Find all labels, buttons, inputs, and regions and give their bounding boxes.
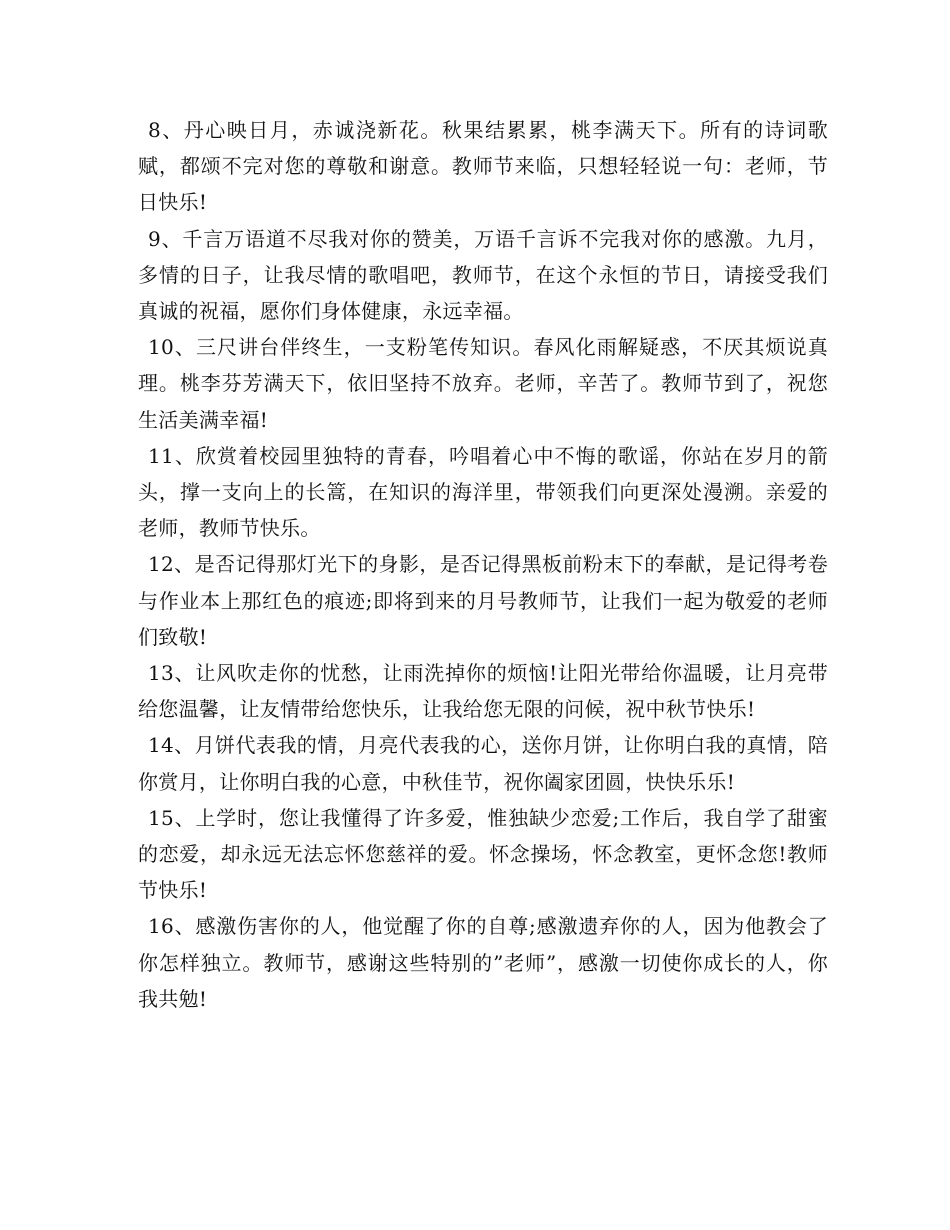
paragraph-10: 10、三尺讲台伴终生，一支粉笔传知识。春风化雨解疑惑，不厌其烦说真理。桃李芬芳满天下，依旧坚持不放弃。老师，辛苦了。教师节到了，祝您生活美满幸福! — [138, 335, 828, 432]
paragraph-12: 12、是否记得那灯光下的身影，是否记得黑板前粉末下的奉献，是记得考卷与作业本上那红色的痕迹;即将到来的月号教师节，让我们一起为敬爱的老师们致敬! — [138, 552, 828, 649]
paragraph-11: 11、欣赏着校园里独特的青春，吟唱着心中不悔的歌谣，你站在岁月的箭头，撑一支向上的长篙，在知识的海洋里，带领我们向更深处漫溯。亲爱的老师，教师节快乐。 — [138, 443, 828, 541]
document-body — [138, 112, 828, 1017]
paragraph-8: 8、丹心映日月，赤诚浇新花。秋果结累累，桃李满天下。所有的诗词歌赋，都颂不完对您的尊敬和谢意。教师节来临，只想轻轻说一句：老师，节日快乐! — [138, 118, 828, 215]
paragraph-16: 16、感激伤害你的人，他觉醒了你的自尊;感激遗弃你的人，因为他教会了你怎样独立。教师节，感谢这些特别的”老师”，感激一切使你成长的人，你我共勉! — [138, 914, 828, 1011]
paragraph-15: 15、上学时，您让我懂得了许多爱，惟独缺少恋爱;工作后，我自学了甜蜜的恋爱，却永远无法忘怀您慈祥的爱。怀念操场，怀念教室，更怀念您!教师节快乐! — [138, 805, 828, 903]
paragraph-9: 9、千言万语道不尽我对你的赞美，万语千言诉不完我对你的感激。九月，多情的日子，让我尽情的歌唱吧，教师节，在这个永恒的节日，请接受我们真诚的祝福，愿你们身体健康，永远幸福。 — [138, 226, 828, 324]
paragraph-13: 13、让风吹走你的忧愁，让雨洗掉你的烦恼!让阳光带给你温暖，让月亮带给您温馨，让友情带给您快乐，让我给您无限的问候，祝中秋节快乐! — [138, 661, 828, 722]
paragraph-14: 14、月饼代表我的情，月亮代表我的心，送你月饼，让你明白我的真情，陪你赏月，让你明白我的心意，中秋佳节，祝你阖家团圆，快快乐乐! — [138, 733, 828, 794]
